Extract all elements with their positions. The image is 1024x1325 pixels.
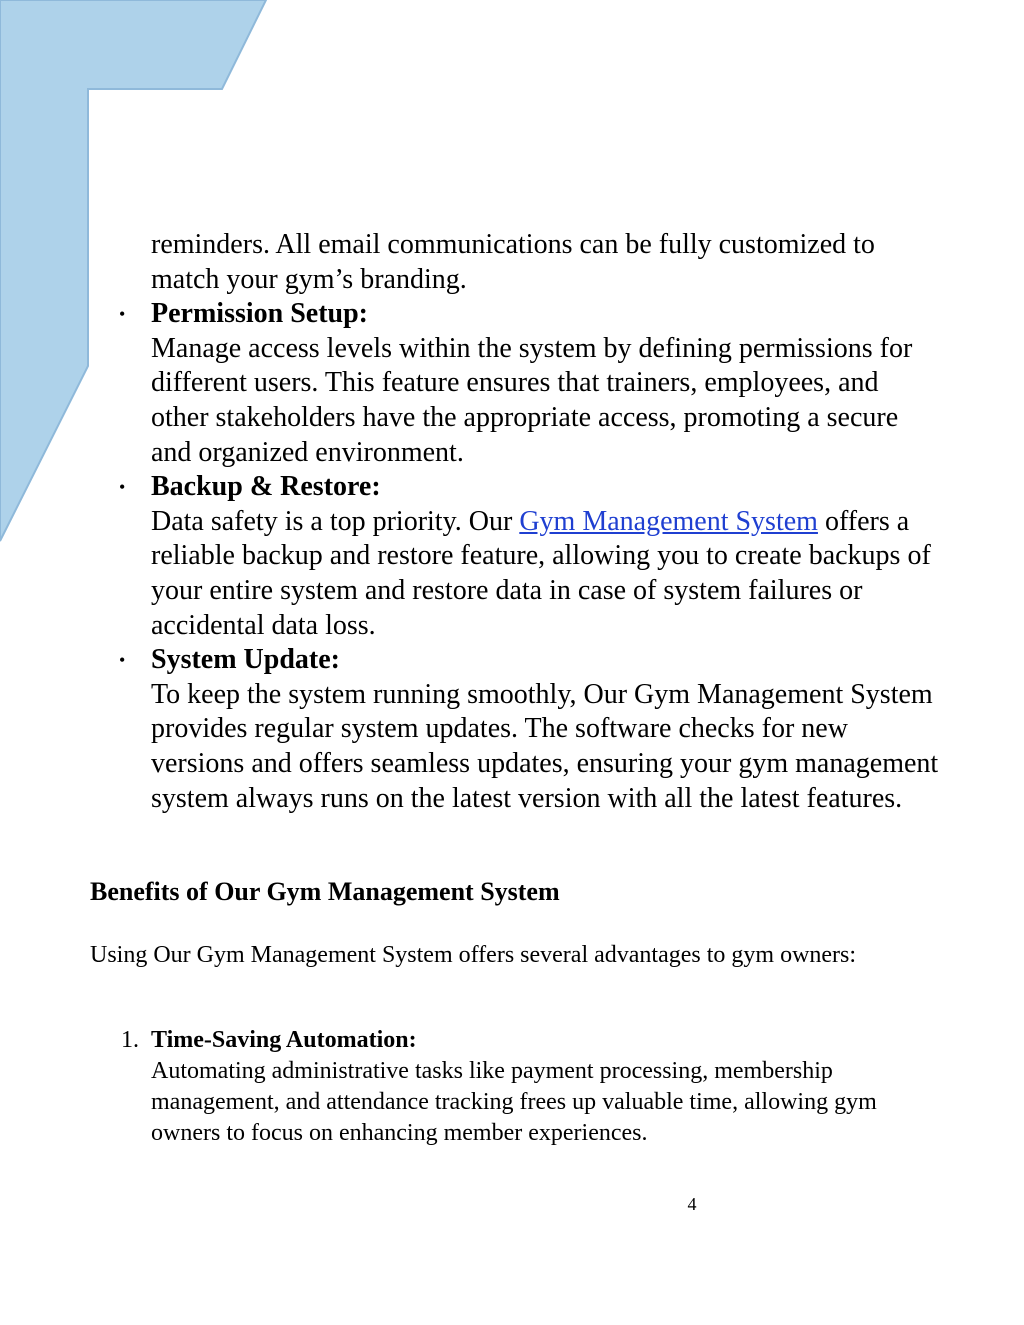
benefits-list [110, 1025, 940, 1149]
feature-item-backup-restore [110, 470, 940, 643]
feature-item-system-update [110, 643, 940, 816]
benefit-heading: Time-Saving Automation: [151, 1027, 417, 1053]
bullet-icon: • [119, 650, 126, 671]
benefit-item [110, 1025, 940, 1149]
feature-heading: Backup & Restore: [151, 471, 381, 503]
continuation-paragraph [151, 228, 940, 297]
list-number: 1. [121, 1027, 139, 1053]
bullet-icon: • [119, 304, 126, 325]
benefits-heading: Benefits of Our Gym Management System [90, 877, 560, 906]
benefits-intro: Using Our Gym Management System offers several advantages to gym owners: [90, 942, 857, 968]
feature-body-text: Data safety is a top priority. Our [151, 505, 520, 537]
feature-body-text: Manage access levels within the system by defining permissions for different users. This feature ensures that trainers, employees, and other stakeholders have the appropriate access, promoting a secure and organized environment. [151, 332, 913, 468]
feature-list [110, 228, 940, 816]
feature-body [151, 332, 940, 470]
bullet-icon: • [119, 477, 126, 498]
feature-item-permission-setup [110, 297, 940, 470]
feature-body-text-continued: offers a reliable backup and restore feature, allowing you to create backups of your entire system and restore data in case of system failures or accidental data loss. [151, 505, 931, 641]
page-number: 4 [687, 1194, 697, 1214]
feature-heading: Permission Setup: [151, 298, 368, 330]
benefit-body: Automating administrative tasks like payment processing, membership management, and attendance tracking frees up valuable time, allowing gym owners to focus on enhancing member experiences. [151, 1058, 877, 1146]
feature-body [151, 505, 940, 643]
continuation-text: reminders. All email communications can be fully customized to match your gym’s branding. [151, 229, 875, 295]
feature-body [151, 678, 940, 816]
feature-body-text: To keep the system running smoothly, Our Gym Management System provides regular system updates. The software checks for new versions and offers seamless updates, ensuring your gym management system always runs on the latest version with all the latest features. [151, 678, 939, 814]
feature-heading: System Update: [151, 644, 340, 676]
gym-management-system-link[interactable]: Gym Management System [519, 505, 818, 537]
